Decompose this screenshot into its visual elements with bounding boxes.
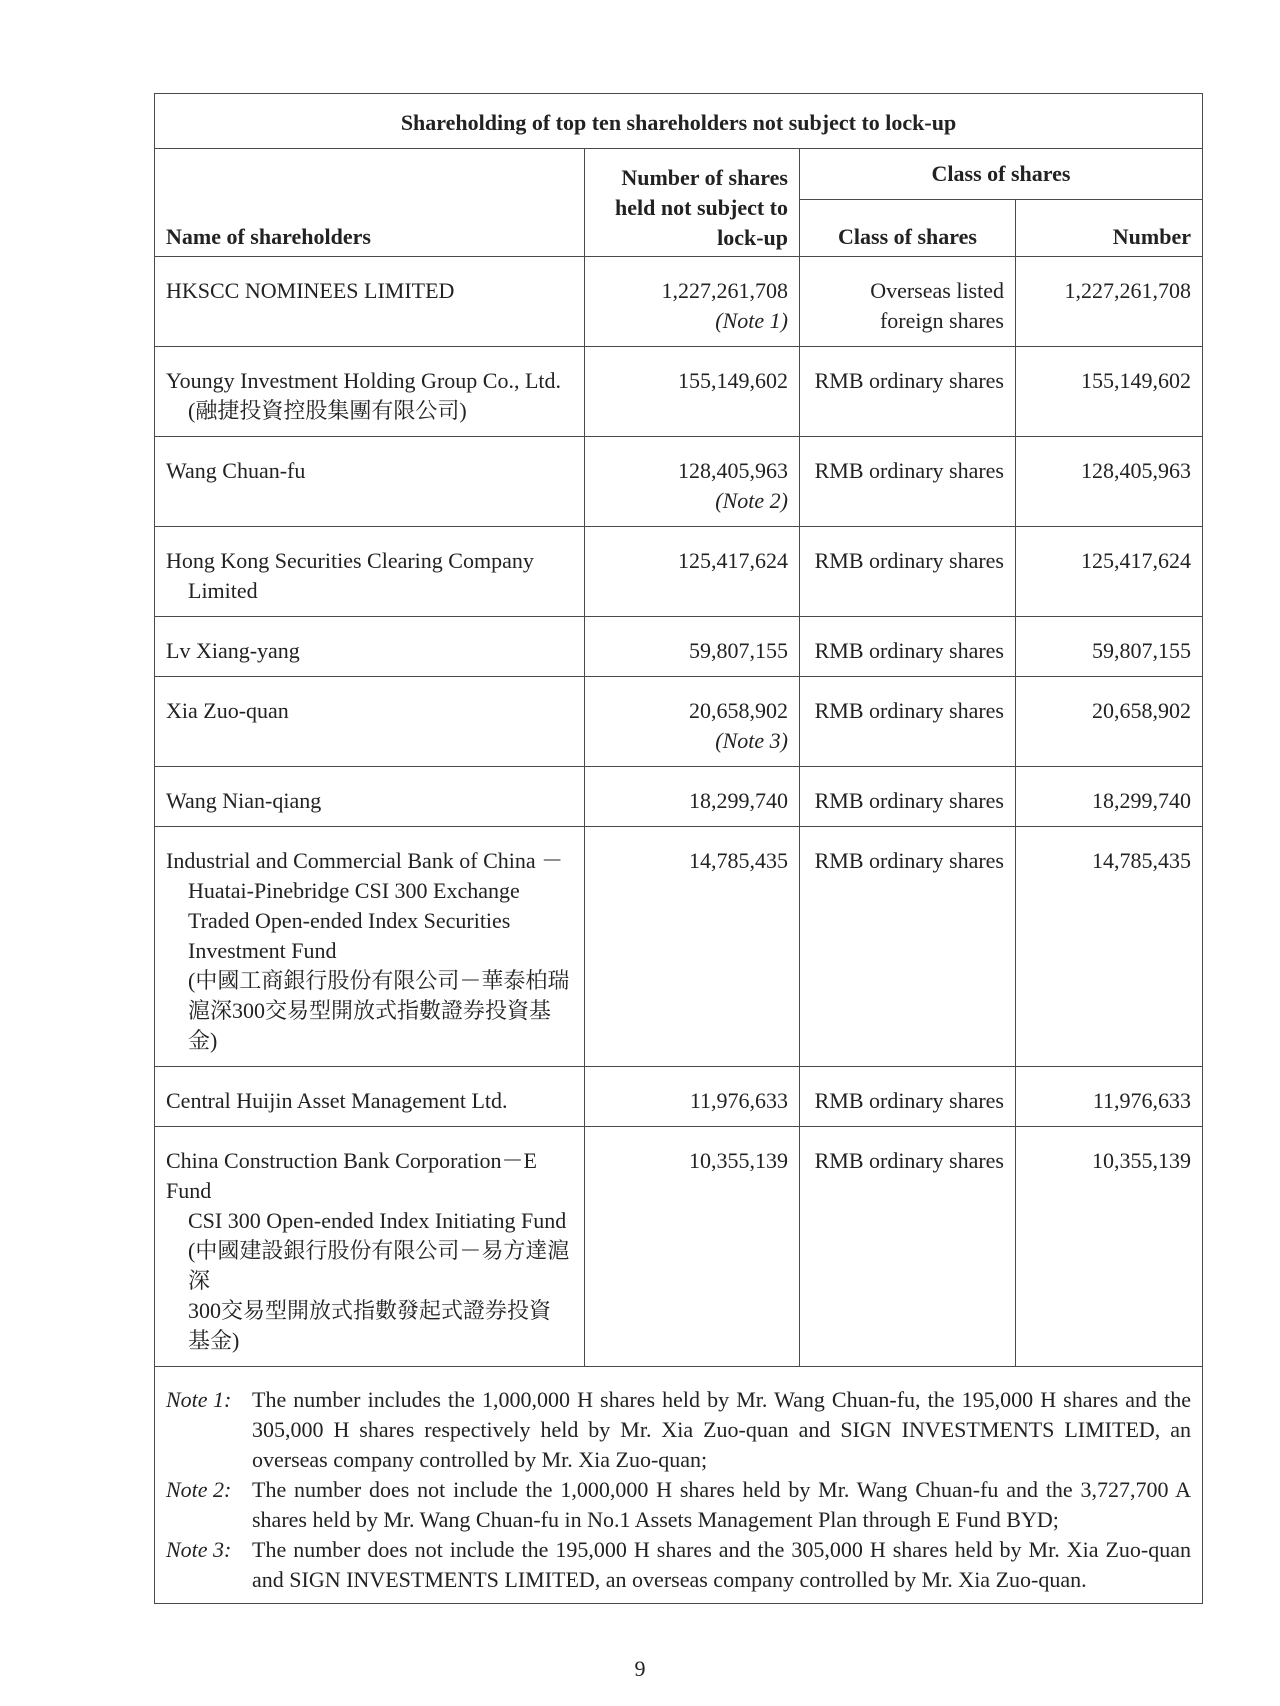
shareholder-name-line: China Construction Bank Corporation－E Fund [166,1148,537,1203]
page-number: 9 [634,1656,646,1681]
class-of-shares-cell [800,347,1016,437]
class-of-shares-cell [800,1127,1016,1367]
header-name-of-shareholders: Name of shareholders [155,149,585,257]
shareholder-name-line: Investment Fund [188,938,337,963]
shares-held-value: 59,807,155 [689,638,788,663]
class-of-shares-line: RMB ordinary shares [814,458,1004,483]
footnote [166,1475,1191,1535]
header-shares-held: Number of shares held not subject to lock-up [585,149,800,257]
number-cell: 59,807,155 [1016,617,1203,677]
shareholding-table [154,93,1203,1604]
table-row [155,257,1203,347]
shareholder-name-line: Central Huijin Asset Management Ltd. [166,1088,508,1113]
shareholder-name-line: Limited [188,578,258,603]
shareholder-name-cell [155,767,585,827]
class-of-shares-cell [800,617,1016,677]
table-row [155,437,1203,527]
shares-held-cell [585,767,800,827]
class-of-shares-cell [800,677,1016,767]
shareholder-name-line: (中國建設銀行股份有限公司－易方達滬深 [188,1238,570,1293]
class-of-shares-cell [800,257,1016,347]
shareholder-name-cell [155,347,585,437]
shareholder-name-cell [155,437,585,527]
number-cell: 11,976,633 [1016,1067,1203,1127]
shareholder-name-cell [155,617,585,677]
shareholder-name-line: Traded Open-ended Index Securities [188,908,511,933]
table-header [155,94,1203,257]
shareholder-name-line: Huatai-Pinebridge CSI 300 Exchange [188,878,520,903]
table-title: Shareholding of top ten shareholders not subject to lock-up [155,94,1203,149]
class-of-shares-line: RMB ordinary shares [814,1148,1004,1173]
shareholder-name-cell [155,1067,585,1127]
shares-held-value: 11,976,633 [689,1088,788,1113]
shares-held-value: 128,405,963 [678,458,788,483]
table-row [155,617,1203,677]
table-row [155,827,1203,1067]
class-of-shares-cell [800,767,1016,827]
class-of-shares-cell [800,827,1016,1067]
shareholder-name-line: CSI 300 Open-ended Index Initiating Fund [188,1208,567,1233]
shareholder-name-cell [155,527,585,617]
note-reference: (Note 1) [715,308,788,333]
class-of-shares-line: RMB ordinary shares [814,368,1004,393]
shareholder-name-line: (融捷投資控股集團有限公司) [188,398,467,423]
shares-held-value: 1,227,261,708 [661,278,788,303]
notes-section [155,1367,1203,1604]
shares-held-value: 10,355,139 [689,1148,788,1173]
shares-held-cell [585,827,800,1067]
shareholder-name-cell [155,827,585,1067]
shares-held-cell [585,617,800,677]
number-cell: 125,417,624 [1016,527,1203,617]
shareholder-name-line: Industrial and Commercial Bank of China － [166,848,564,873]
table-row [155,347,1203,437]
shareholder-name-line: 300交易型開放式指數發起式證券投資 [188,1298,552,1323]
shareholder-name-line: Youngy Investment Holding Group Co., Ltd. [166,368,561,393]
shares-held-cell [585,347,800,437]
header-class-of-shares: Class of shares [800,200,1016,257]
footnote-text: The number does not include the 1,000,000 H shares held by Mr. Wang Chuan-fu and the 3,727,700 A shares held by Mr. Wang Chuan-fu in No.1 Assets Management Plan through E Fund BYD; [252,1477,1191,1532]
footnote-label: Note 2: [166,1477,232,1502]
table-row [155,1127,1203,1367]
header-number: Number [1016,200,1203,257]
number-cell: 1,227,261,708 [1016,257,1203,347]
shares-held-cell [585,257,800,347]
footnote-label: Note 1: [166,1387,232,1412]
header-class-group: Class of shares [800,149,1203,200]
shareholder-name-line: 基金) [188,1328,240,1353]
shares-held-cell [585,1127,800,1367]
number-cell: 20,658,902 [1016,677,1203,767]
shareholder-name-line: (中國工商銀行股份有限公司－華泰柏瑞 [188,968,570,993]
shareholder-name-line: 滬深300交易型開放式指數證券投資基金) [188,998,552,1053]
class-of-shares-cell [800,527,1016,617]
shareholder-name-line: HKSCC NOMINEES LIMITED [166,278,455,303]
shareholder-name-line: Hong Kong Securities Clearing Company [166,548,534,573]
class-of-shares-line: Overseas listed [870,278,1004,303]
number-cell: 10,355,139 [1016,1127,1203,1367]
number-cell: 18,299,740 [1016,767,1203,827]
class-of-shares-line: RMB ordinary shares [814,638,1004,663]
shares-held-cell [585,527,800,617]
note-reference: (Note 2) [715,488,788,513]
class-of-shares-line: foreign shares [879,308,1004,333]
shareholder-name-cell [155,1127,585,1367]
class-of-shares-cell [800,1067,1016,1127]
shareholder-name-line: Lv Xiang-yang [166,638,300,663]
number-cell: 14,785,435 [1016,827,1203,1067]
table-row [155,1067,1203,1127]
class-of-shares-line: RMB ordinary shares [814,548,1004,573]
shares-held-cell [585,677,800,767]
shares-held-value: 14,785,435 [689,848,788,873]
footnote [166,1385,1191,1475]
shareholder-name-line: Wang Nian-qiang [166,788,322,813]
footnote-text: The number includes the 1,000,000 H shares held by Mr. Wang Chuan-fu, the 195,000 H shares and the 305,000 H shares respectively held by Mr. Xia Zuo-quan and SIGN INVESTMENTS LIMITED, an overseas company controlled by Mr. Xia Zuo-quan; [252,1387,1191,1472]
shareholder-name-cell [155,257,585,347]
class-of-shares-line: RMB ordinary shares [814,1088,1004,1113]
class-of-shares-cell [800,437,1016,527]
shares-held-cell [585,1067,800,1127]
shareholder-name-line: Wang Chuan-fu [166,458,306,483]
number-cell: 155,149,602 [1016,347,1203,437]
table-row [155,527,1203,617]
note-reference: (Note 3) [715,728,788,753]
class-of-shares-line: RMB ordinary shares [814,698,1004,723]
footnote [166,1535,1191,1595]
table-row [155,767,1203,827]
footnote-text: The number does not include the 195,000 H shares and the 305,000 H shares held by Mr. Xia Zuo-quan and SIGN INVESTMENTS LIMITED, an overseas company controlled by Mr. Xia Zuo-quan. [252,1537,1191,1592]
table-row [155,677,1203,767]
number-cell: 128,405,963 [1016,437,1203,527]
class-of-shares-line: RMB ordinary shares [814,848,1004,873]
shareholder-name-cell [155,677,585,767]
shares-held-value: 155,149,602 [678,368,788,393]
shares-held-value: 20,658,902 [689,698,788,723]
footnote-label: Note 3: [166,1537,232,1562]
shareholder-name-line: Xia Zuo-quan [166,698,289,723]
shares-held-cell [585,437,800,527]
shares-held-value: 18,299,740 [689,788,788,813]
shares-held-value: 125,417,624 [678,548,788,573]
class-of-shares-line: RMB ordinary shares [814,788,1004,813]
table-body [155,257,1203,1367]
